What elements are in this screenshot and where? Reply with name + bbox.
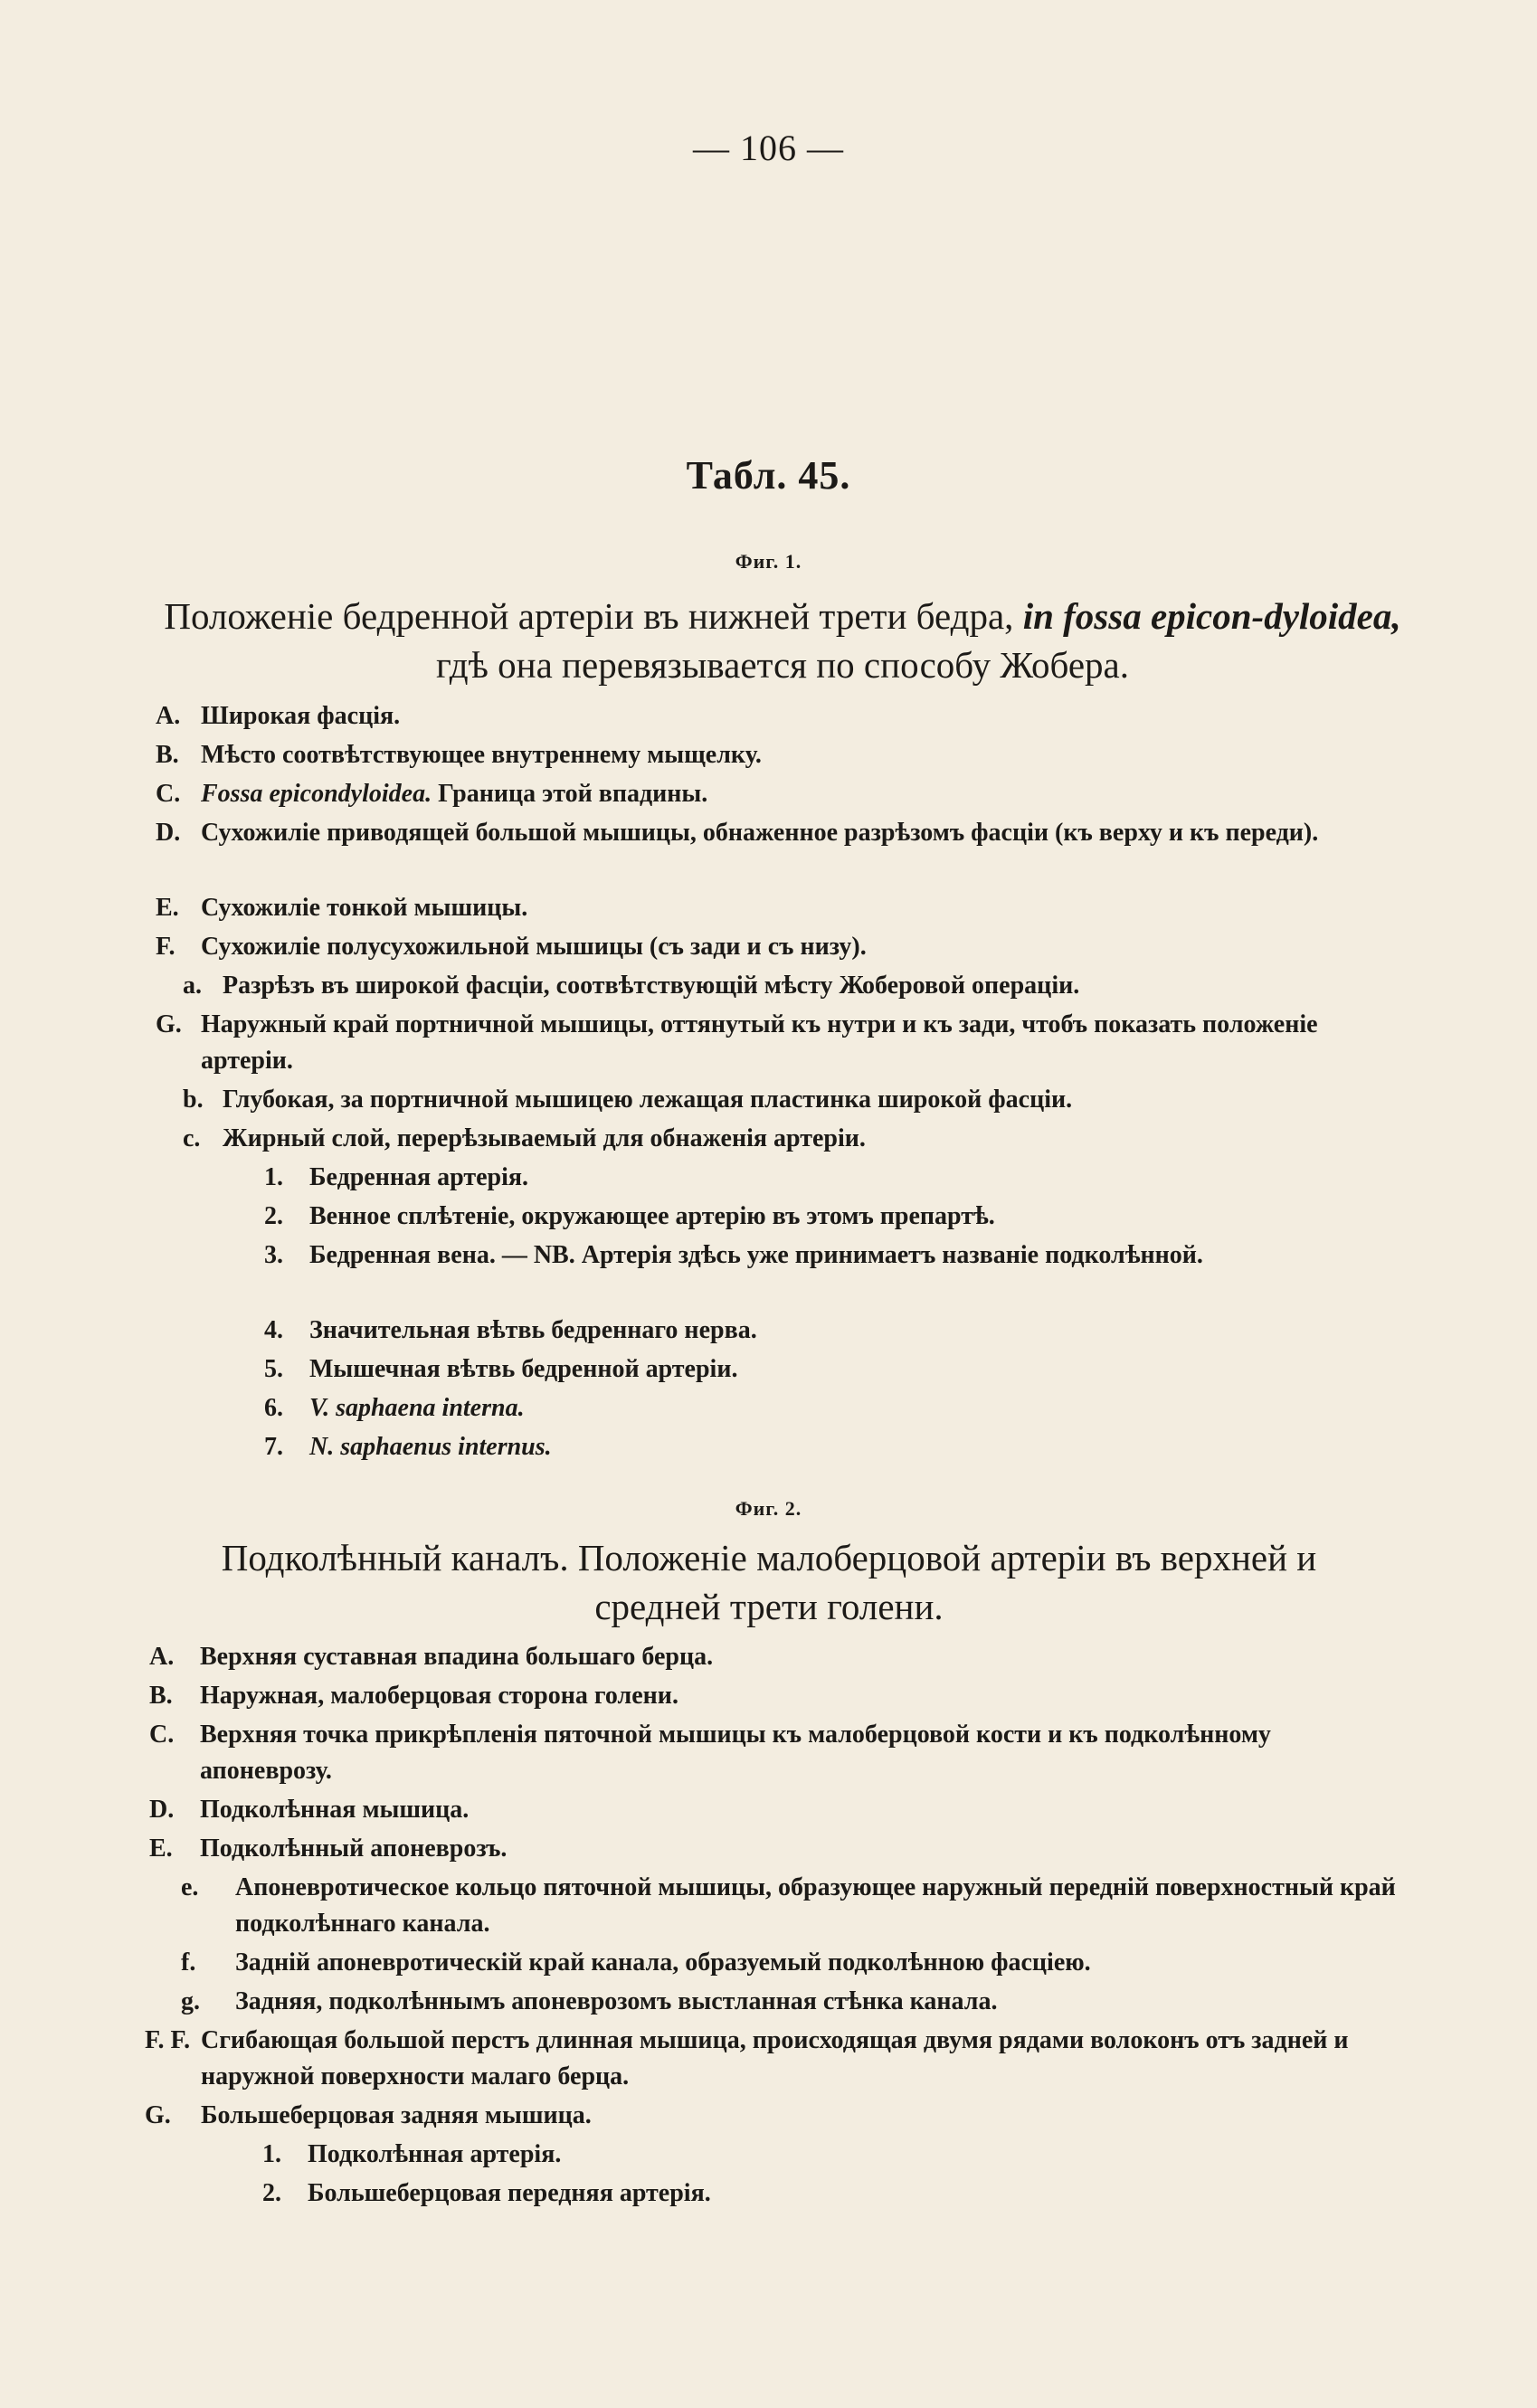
fig2-heading: Подколѣнный каналъ. Положеніе малоберцовой артеріи въ верхней и средней трети голени.: [221, 1537, 1317, 1627]
fig1-heading-tail: гдѣ она перевязывается по способу Жобера.: [436, 644, 1129, 686]
entry-text: Сухожиліе полусухожильной мышицы (съ зади и съ низу).: [201, 933, 867, 961]
fig2-entry-c: [149, 1717, 1398, 1789]
entry-key: D.: [149, 1796, 175, 1824]
entry-key: A.: [156, 702, 181, 730]
entry-text: Большеберцовая передняя артерія.: [308, 2179, 711, 2207]
page-number: — 106 —: [693, 128, 844, 168]
entry-italic: N. saphaenus internus.: [309, 1433, 552, 1461]
fig1-heading-plain: Положеніе бедренной артеріи въ нижней трети бедра,: [164, 595, 1014, 637]
entry-text: Бедренная артерія.: [309, 1163, 529, 1191]
entry-text: Глубокая, за портничной мышицею лежащая пластинка широкой фасціи.: [223, 1085, 1073, 1114]
entry-key: G.: [145, 2101, 171, 2129]
entry-text: Сгибающая большой перстъ длинная мышица, происходящая двумя рядами волоконъ отъ задней и наружной поверхности малаго берца.: [201, 2026, 1349, 2090]
entry-text: Жирный слой, перерѣзываемый для обнаженія артеріи.: [223, 1124, 866, 1152]
fig2-entry-g: [145, 2098, 1398, 2134]
fig2-entry-a: [149, 1639, 1398, 1675]
fig1-entry-b-lower: [183, 1082, 1399, 1118]
fig1-entry-c-lower: [183, 1121, 1399, 1157]
fig1-entry-5: [264, 1351, 1399, 1388]
entry-text: Широкая фасція.: [201, 702, 401, 730]
entry-text: Наружный край портничной мышицы, оттянутый къ нутри и къ зади, чтобъ показать положеніе артеріи.: [201, 1010, 1318, 1075]
fig1-entry-d: [156, 815, 1395, 851]
entry-text: Задняя, подколѣннымъ апоневрозомъ выстланная стѣнка канала.: [235, 1987, 998, 2015]
fig2-entry-e: [149, 1831, 1398, 1867]
entry-key: g.: [181, 1987, 200, 2015]
entry-key: G.: [156, 1010, 182, 1038]
fig1-heading-italic: in fossa epicon-dyloidea,: [1022, 595, 1401, 637]
fig2-entry-2: [262, 2176, 1398, 2212]
entry-key: e.: [181, 1873, 199, 1901]
fig1-entry-f: [156, 929, 1395, 965]
fig1-entry-1: [264, 1160, 1399, 1196]
entry-key: F.: [156, 933, 176, 961]
entry-key: E.: [149, 1834, 173, 1863]
fig2-label: Фиг. 2.: [735, 1497, 802, 1520]
entry-key: A.: [149, 1643, 175, 1671]
fig2-entry-e-lower: [181, 1870, 1398, 1942]
entry-key: 4.: [264, 1316, 283, 1344]
entry-text: Апоневротическое кольцо пяточной мышицы, образующее наружный передній поверхностный край подколѣннаго канала.: [235, 1873, 1396, 1938]
entry-text: Наружная, малоберцовая сторона голени.: [200, 1682, 678, 1710]
fig1-entry-7: [264, 1429, 1399, 1465]
fig1-entry-c: [156, 776, 1395, 812]
fig1-entry-g: [156, 1007, 1395, 1079]
entry-key: 7.: [264, 1433, 283, 1461]
entry-key: 6.: [264, 1394, 283, 1422]
fig2-entry-ff: [145, 2023, 1398, 2095]
entry-italic: Fossa epicondyloidea.: [201, 780, 432, 808]
entry-text: Подколѣнная мышица.: [200, 1796, 470, 1824]
fig1-entry-a: [156, 698, 1395, 735]
entry-key: C.: [149, 1721, 175, 1749]
entry-text: Подколѣнный апоневрозъ.: [200, 1834, 508, 1863]
fig1-entry-2: [264, 1199, 1399, 1235]
entry-text: Мѣсто соотвѣтствующее внутреннему мыщелку.: [201, 741, 762, 769]
entry-text: Разрѣзъ въ широкой фасціи, соотвѣтствующій мѣсту Жоберовой операціи.: [223, 972, 1080, 1000]
entry-key: C.: [156, 780, 181, 808]
entry-key: c.: [183, 1124, 201, 1152]
entry-key: 3.: [264, 1241, 283, 1269]
fig2-entry-1: [262, 2137, 1398, 2173]
fig2-entry-f-lower: [181, 1945, 1398, 1981]
fig2-entry-g-lower: [181, 1984, 1398, 2020]
fig1-entry-e: [156, 890, 1395, 926]
entry-key: D.: [156, 819, 181, 847]
entry-key: b.: [183, 1085, 204, 1114]
fig1-entry-b: [156, 737, 1395, 773]
entry-key: 2.: [264, 1202, 283, 1230]
entry-key: a.: [183, 972, 202, 1000]
entry-text: Сухожиліе тонкой мышицы.: [201, 894, 528, 922]
fig1-heading: [158, 592, 1407, 689]
entry-text: Сухожиліе приводящей большой мышицы, обнаженное разрѣзомъ фасціи (къ верху и къ переди).: [201, 819, 1319, 847]
entry-text: Граница этой впадины.: [438, 780, 708, 808]
entry-key: 5.: [264, 1355, 283, 1383]
entry-text: Венное сплѣтеніе, окружающее артерію въ этомъ препартѣ.: [309, 1202, 995, 1230]
entry-key: B.: [156, 741, 179, 769]
fig2-entry-b: [149, 1678, 1398, 1714]
entry-key: F. F.: [145, 2026, 191, 2054]
fig1-entry-a-lower: [183, 968, 1399, 1004]
entry-text: Мышечная вѣтвь бедренной артеріи.: [309, 1355, 738, 1383]
table-title: Табл. 45.: [686, 453, 851, 498]
fig1-entry-3: [264, 1237, 1399, 1274]
entry-text: Значительная вѣтвь бедреннаго нерва.: [309, 1316, 757, 1344]
fig1-entry-6: [264, 1390, 1399, 1427]
entry-text: Верхняя точка прикрѣпленія пяточной мышицы къ малоберцовой кости и къ подколѣнному апоневрозу.: [200, 1721, 1271, 1785]
entry-italic: V. saphaena interna.: [309, 1394, 525, 1422]
fig1-label: Фиг. 1.: [735, 550, 802, 573]
entry-key: 1.: [262, 2140, 281, 2168]
entry-key: 1.: [264, 1163, 283, 1191]
entry-text: Бедренная вена. — NB. Артерія здѣсь уже принимаетъ названіе подколѣнной.: [309, 1241, 1203, 1269]
entry-text: Задній апоневротическій край канала, образуемый подколѣнною фасціею.: [235, 1948, 1091, 1977]
entry-key: 2.: [262, 2179, 281, 2207]
entry-text: Верхняя суставная впадина большаго берца.: [200, 1643, 714, 1671]
fig2-entry-d: [149, 1792, 1398, 1828]
entry-key: f.: [181, 1948, 196, 1977]
entry-key: E.: [156, 894, 179, 922]
fig1-entry-4: [264, 1313, 1399, 1349]
entry-text: Большеберцовая задняя мышица.: [201, 2101, 592, 2129]
entry-text: Подколѣнная артерія.: [308, 2140, 562, 2168]
entry-key: B.: [149, 1682, 173, 1710]
